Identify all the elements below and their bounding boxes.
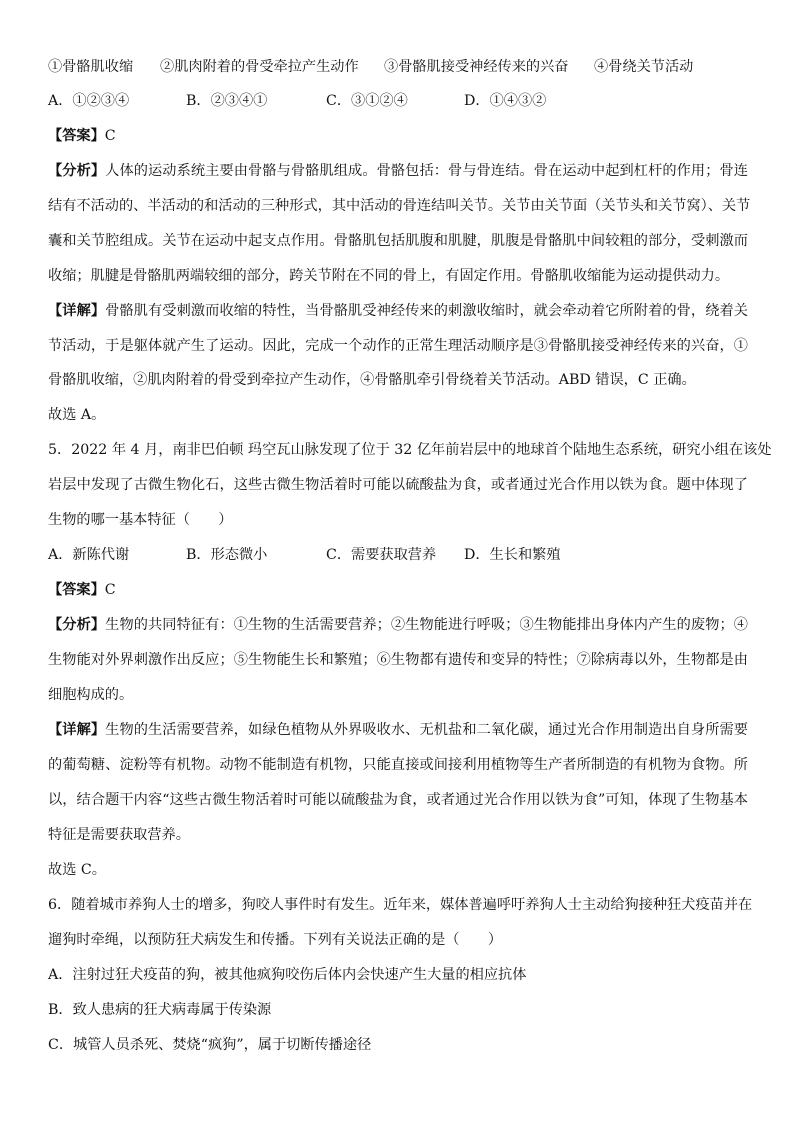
q5-stem-line-1: 5．2022 年 4 月，南非巴伯顿 玛空瓦山脉发现了位于 32 亿年前岩层中的地球首个陆地生态系统，研究小组在该处 — [48, 442, 772, 458]
q4-analysis-text-1: 人体的运动系统主要由骨骼与骨骼肌组成。骨骼包括：骨与骨连结。骨在运动中起到杠杆的作用；骨连 — [105, 163, 748, 179]
q5-detail-line-2: 的葡萄糖、淀粉等有机物。动物不能制造有机物，只能直接或间接利用植物等生产者所制造的有机物为食物。所 — [48, 757, 748, 773]
answer-tag: 【答案】 — [48, 128, 105, 144]
q5-analysis-line-1 — [48, 615, 748, 635]
q4-option-b: B．②③④① — [186, 93, 268, 109]
q5-option-d: D．生长和繁殖 — [464, 547, 561, 563]
q4-step-4: ④骨绕关节活动 — [594, 59, 694, 75]
q4-option-c: C．③①②④ — [326, 93, 408, 109]
q6-option-a: A．注射过狂犬疫苗的狗，被其他疯狗咬伤后体内会快速产生大量的相应抗体 — [48, 967, 527, 983]
q4-analysis-line-1 — [48, 161, 748, 181]
q5-detail-line-3: 以，结合题干内容“这些古微生物活着时可能以硫酸盐为食，或者通过光合作用以铁为食”可知，体现了生物基本 — [48, 792, 748, 808]
q4-step-3: ③骨骼肌接受神经传来的兴奋 — [384, 59, 569, 75]
detail-tag: 【详解】 — [48, 303, 106, 319]
q6-option-c: C．城管人员杀死、焚烧“疯狗”，属于切断传播途径 — [48, 1037, 372, 1053]
q4-analysis-line-4: 收缩；肌腱是骨骼肌两端较细的部分，跨关节附在不同的骨上，有固定作用。骨骼肌收缩能为运动提供动力。 — [48, 268, 730, 284]
answer-value: C — [104, 128, 116, 144]
q5-analysis-line-2: 生物能对外界刺激作出反应；⑤生物能生长和繁殖；⑥生物都有遗传和变异的特性；⑦除病毒以外，生物都是由 — [48, 652, 748, 668]
q4-analysis-line-3: 囊和关节腔组成。关节在运动中起支点作用。骨骼肌包括肌腹和肌腱，肌腹是骨骼肌中间较粗的部分，受刺激而 — [48, 233, 748, 249]
q6-stem-line-1: 6．随着城市养狗人士的增多，狗咬人事件时有发生。近年来，媒体普遍呼吁养狗人士主动给狗接种狂犬疫苗并在 — [48, 897, 753, 913]
q4-step-1: ①骨骼肌收缩 — [48, 59, 134, 75]
answer-tag: 【答案】 — [48, 582, 105, 598]
q6-stem-line-2: 遛狗时牵绳，以预防狂犬病发生和传播。下列有关说法正确的是（ ） — [48, 932, 503, 948]
q4-answer — [48, 126, 116, 146]
answer-value: C — [104, 582, 116, 598]
detail-tag: 【详解】 — [48, 722, 106, 738]
q4-detail-line-1 — [48, 301, 748, 321]
q5-analysis-line-3: 细胞构成的。 — [48, 687, 134, 703]
q4-option-a: A．①②③④ — [48, 93, 130, 109]
q5-stem-line-2: 岩层中发现了古微生物化石，这些古微生物活着时可能以硫酸盐为食，或者通过光合作用以铁为食。题中体现了 — [48, 477, 748, 493]
q4-step-2: ②肌肉附着的骨受牵拉产生动作 — [160, 59, 359, 75]
q4-conclusion: 故选 A。 — [48, 407, 106, 423]
q5-option-a: A．新陈代谢 — [48, 547, 130, 563]
q5-detail-line-1 — [48, 720, 748, 740]
q6-option-b: B．致人患病的狂犬病毒属于传染源 — [48, 1002, 272, 1018]
q4-analysis-line-2: 结有不活动的、半活动的和活动的三种形式，其中活动的骨连结叫关节。关节由关节面（关节头和关节窝）、关节 — [48, 198, 751, 214]
q5-option-c: C．需要获取营养 — [326, 547, 437, 563]
q5-detail-text-1: 生物的生活需要营养，如绿色植物从外界吸收水、无机盐和二氧化碳，通过光合作用制造出自身所需要 — [105, 722, 748, 738]
q5-stem-line-3: 生物的哪一基本特征（ ） — [48, 512, 233, 528]
q5-answer — [48, 580, 116, 600]
analysis-tag: 【分析】 — [48, 617, 106, 633]
q4-detail-line-2: 节活动，于是躯体就产生了运动。因此，完成一个动作的正常生理活动顺序是③骨骼肌接受神经传来的兴奋，① — [48, 338, 748, 354]
q5-analysis-text-1: 生物的共同特征有：①生物的生活需要营养；②生物能进行呼吸；③生物能排出身体内产生的废物；④ — [105, 617, 748, 633]
q4-detail-line-3: 骨骼肌收缩，②肌肉附着的骨受到牵拉产生动作，④骨骼肌牵引骨绕着关节活动。ABD 错误，C 正确。 — [48, 372, 696, 388]
q5-option-b: B．形态微小 — [186, 547, 268, 563]
q4-detail-text-1: 骨骼肌有受刺激而收缩的特性，当骨骼肌受神经传来的刺激收缩时，就会牵动着它所附着的骨，绕着关 — [105, 303, 748, 319]
q5-conclusion: 故选 C。 — [48, 862, 106, 878]
q4-option-d: D．①④③② — [464, 93, 547, 109]
analysis-tag: 【分析】 — [48, 163, 106, 179]
q5-detail-line-4: 特征是需要获取营养。 — [48, 827, 190, 843]
